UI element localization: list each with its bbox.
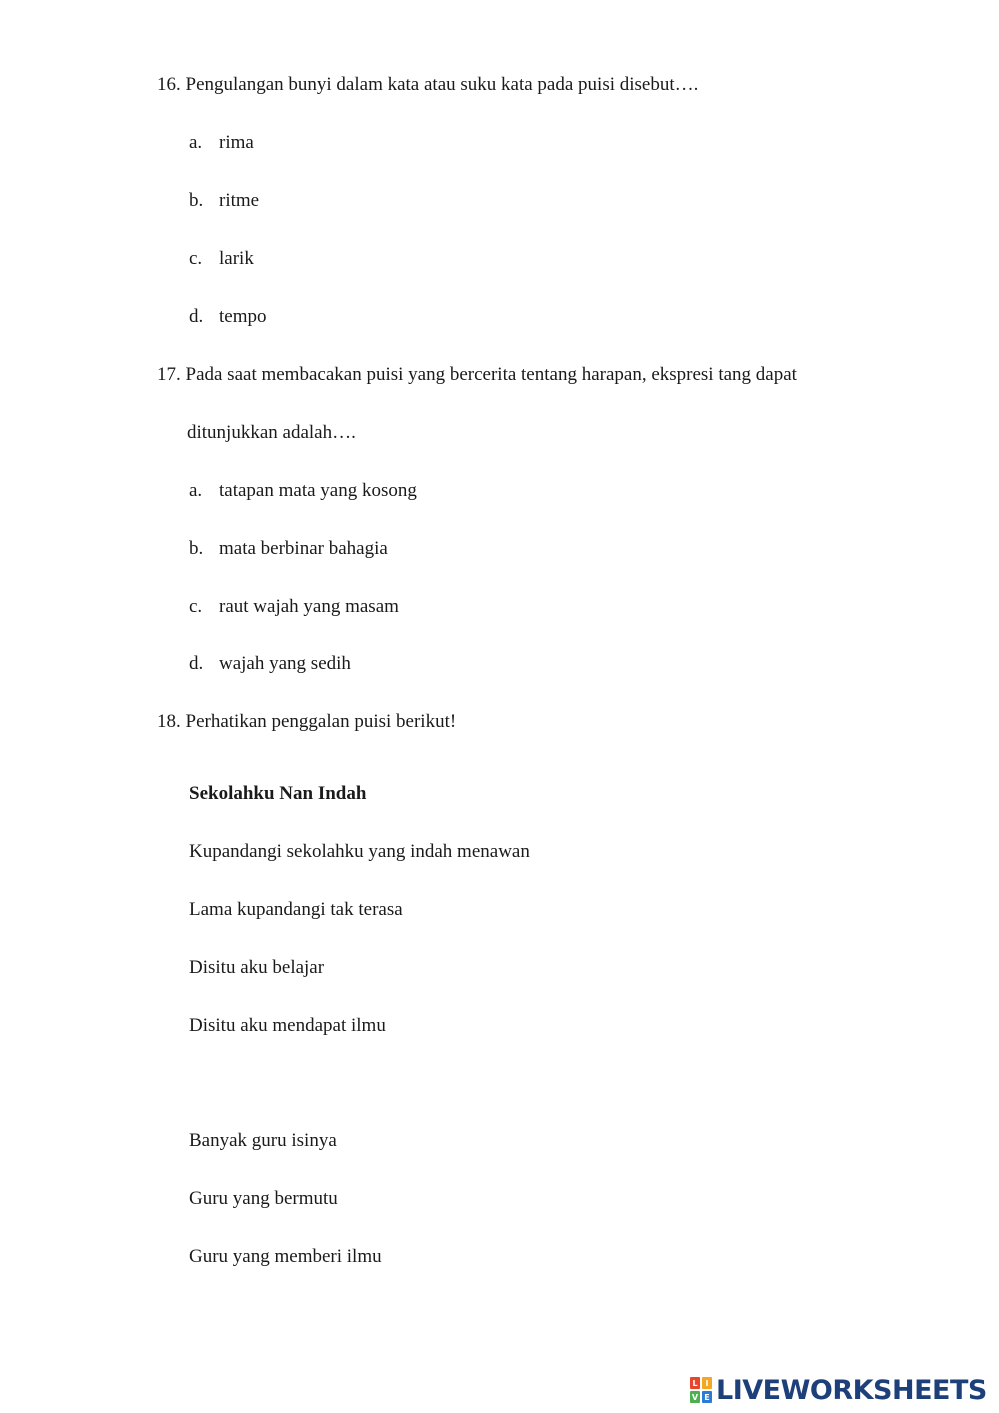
question-text: Pada saat membacakan puisi yang bercerita tentang harapan, ekspresi tang dapat	[185, 364, 797, 385]
question-17	[157, 363, 797, 387]
poem-line: Disitu aku belajar	[189, 957, 325, 978]
option-letter: c.	[189, 248, 203, 269]
poem-line: Banyak guru isinya	[189, 1130, 337, 1151]
question-text: Perhatikan penggalan puisi berikut!	[185, 711, 457, 732]
question-17-continuation: ditunjukkan adalah….	[187, 422, 356, 443]
question-number: 18.	[157, 711, 181, 732]
question-18	[157, 710, 456, 734]
option-text: ritme	[219, 190, 260, 211]
brand-name: LIVEWORKSHEETS	[716, 1374, 987, 1406]
option-letter: b.	[189, 538, 204, 559]
poem-line: Disitu aku mendapat ilmu	[189, 1015, 386, 1036]
logo-cell: V	[691, 1392, 699, 1402]
option-letter: d.	[189, 653, 204, 674]
poem-line: Kupandangi sekolahku yang indah menawan	[189, 841, 530, 862]
option-text: larik	[219, 248, 254, 269]
question-number: 17.	[157, 364, 181, 385]
option-text: wajah yang sedih	[219, 653, 351, 674]
option-letter: b.	[189, 190, 204, 211]
question-text: Pengulangan bunyi dalam kata atau suku kata pada puisi disebut….	[185, 74, 699, 95]
question-16	[157, 73, 698, 97]
option-letter: a.	[189, 480, 203, 501]
option-text: raut wajah yang masam	[219, 596, 399, 617]
option-letter: d.	[189, 306, 204, 327]
option-text: mata berbinar bahagia	[219, 538, 388, 559]
option-text: rima	[219, 132, 254, 153]
option-text: tempo	[219, 306, 267, 327]
question-number: 16.	[157, 74, 181, 95]
liveworksheets-logo	[690, 1374, 987, 1406]
logo-grid-icon	[690, 1377, 712, 1403]
option-letter: a.	[189, 132, 203, 153]
logo-cell: E	[702, 1391, 712, 1403]
option-text: tatapan mata yang kosong	[219, 480, 417, 501]
poem-title: Sekolahku Nan Indah	[189, 783, 367, 804]
logo-cell: I	[702, 1377, 712, 1389]
poem-line: Guru yang bermutu	[189, 1188, 338, 1209]
logo-cell: L	[690, 1377, 700, 1389]
option-letter: c.	[189, 596, 203, 617]
poem-line: Lama kupandangi tak terasa	[189, 899, 403, 920]
poem-line: Guru yang memberi ilmu	[189, 1246, 382, 1267]
